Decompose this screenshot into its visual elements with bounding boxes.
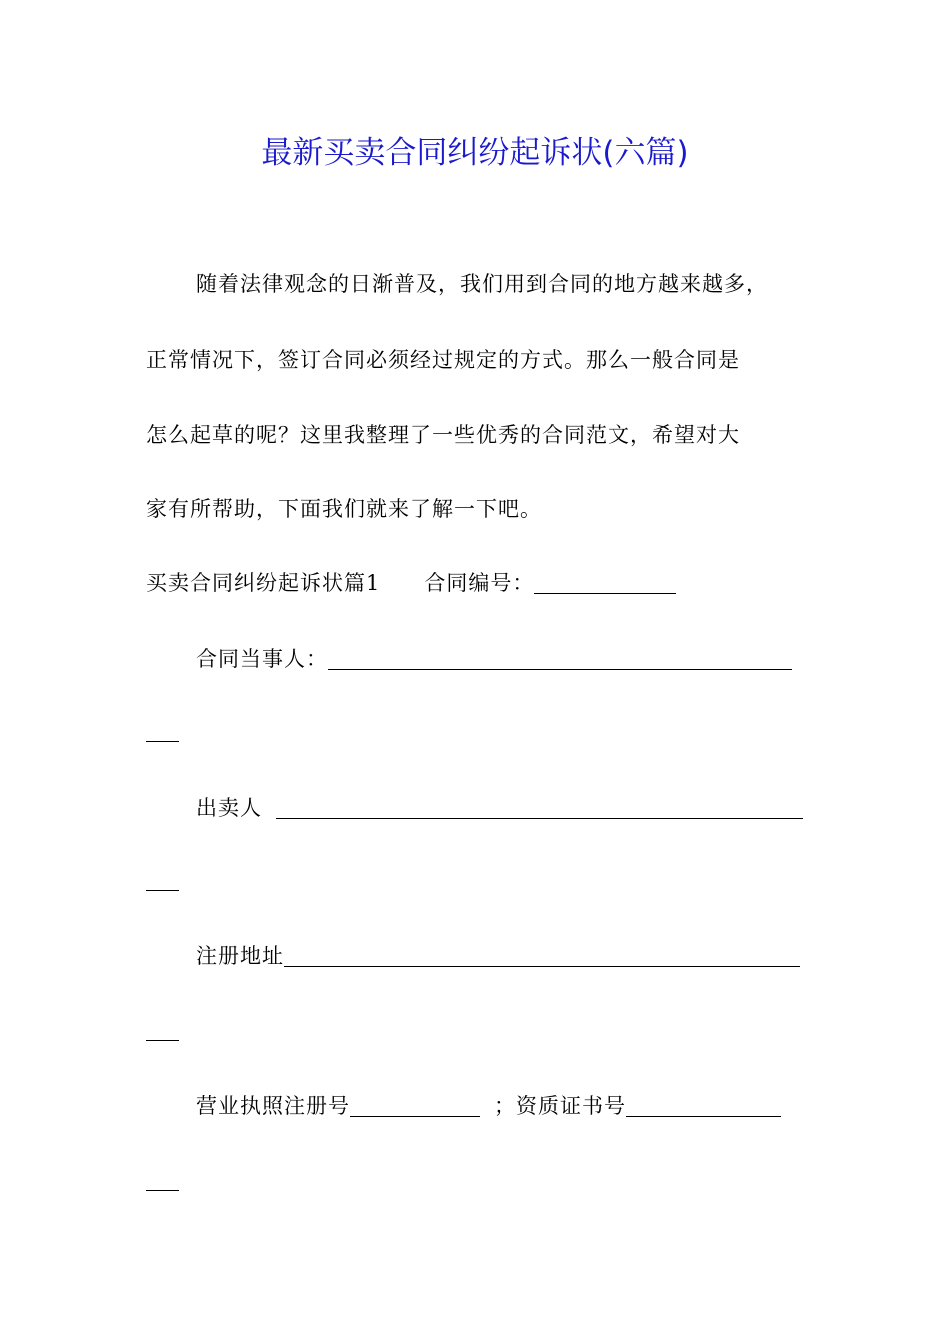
document-title: 最新买卖合同纠纷起诉状(六篇): [261, 135, 689, 171]
address-blank-continuation: [146, 1039, 179, 1041]
license-row: [196, 1091, 781, 1121]
license-blank-continuation: [146, 1189, 179, 1191]
seller-blank: [276, 796, 803, 819]
separator: ；: [494, 1094, 516, 1118]
address-row: [196, 941, 800, 971]
contract-number-label: 合同编号：: [424, 571, 535, 595]
intro-line-3: 怎么起草的呢？这里我整理了一些优秀的合同范文，希望对大: [146, 423, 740, 447]
party-label: 合同当事人：: [196, 647, 328, 671]
intro-line-4: 家有所帮助，下面我们就来了解一下吧。: [146, 497, 542, 521]
intro-line-2: 正常情况下，签订合同必须经过规定的方式。那么一般合同是: [146, 348, 740, 372]
qualification-label: 资质证书号: [516, 1094, 626, 1118]
seller-label: 出卖人: [196, 796, 262, 820]
contract-number-blank: [534, 571, 676, 594]
party-blank: [328, 647, 792, 670]
license-label: 营业执照注册号: [196, 1094, 350, 1118]
seller-row: [196, 793, 803, 823]
address-label: 注册地址: [196, 944, 284, 968]
seller-blank-continuation: [146, 889, 179, 891]
intro-line-1: 随着法律观念的日渐普及，我们用到合同的地方越来越多，: [196, 272, 768, 296]
section-heading: 买卖合同纠纷起诉状篇1: [146, 571, 381, 595]
license-blank: [350, 1094, 480, 1117]
party-row: [196, 644, 792, 674]
party-blank-continuation: [146, 740, 179, 742]
qualification-blank: [626, 1094, 781, 1117]
section-heading-row: [146, 568, 676, 598]
address-blank: [284, 944, 800, 967]
